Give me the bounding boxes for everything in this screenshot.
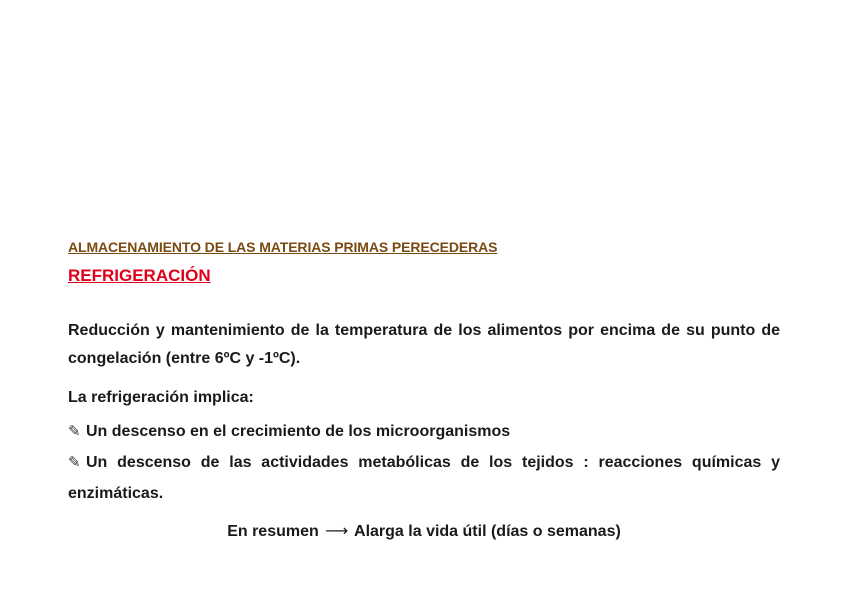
list-item-text: Un descenso en el crecimiento de los microorganismos [86, 423, 511, 440]
pen-bullet-icon: ✎ [68, 453, 81, 471]
right-arrow-icon: ⟶ [325, 521, 349, 540]
implications-list [68, 416, 780, 509]
summary-line [68, 517, 780, 546]
section-title: ALMACENAMIENTO DE LAS MATERIAS PRIMAS PERECEDERAS [68, 239, 498, 255]
summary-text: Alarga la vida útil (días o semanas) [354, 523, 621, 540]
summary-prefix: En resumen [227, 523, 319, 540]
subsection-title: REFRIGERACIÓN [68, 266, 211, 285]
slide-content [68, 238, 780, 546]
definition-paragraph: Reducción y mantenimiento de la temperatura de los alimentos por encima de su punto de congelación (entre 6ºC y -1ºC). [68, 322, 780, 367]
pen-bullet-icon: ✎ [68, 422, 81, 440]
list-item-text: Un descenso de las actividades metabólicas de los tejidos : reacciones químicas y enzimáticas. [68, 454, 780, 502]
implications-lead: La refrigeración implica: [68, 389, 254, 406]
list-item [68, 447, 780, 509]
list-item [68, 416, 780, 447]
